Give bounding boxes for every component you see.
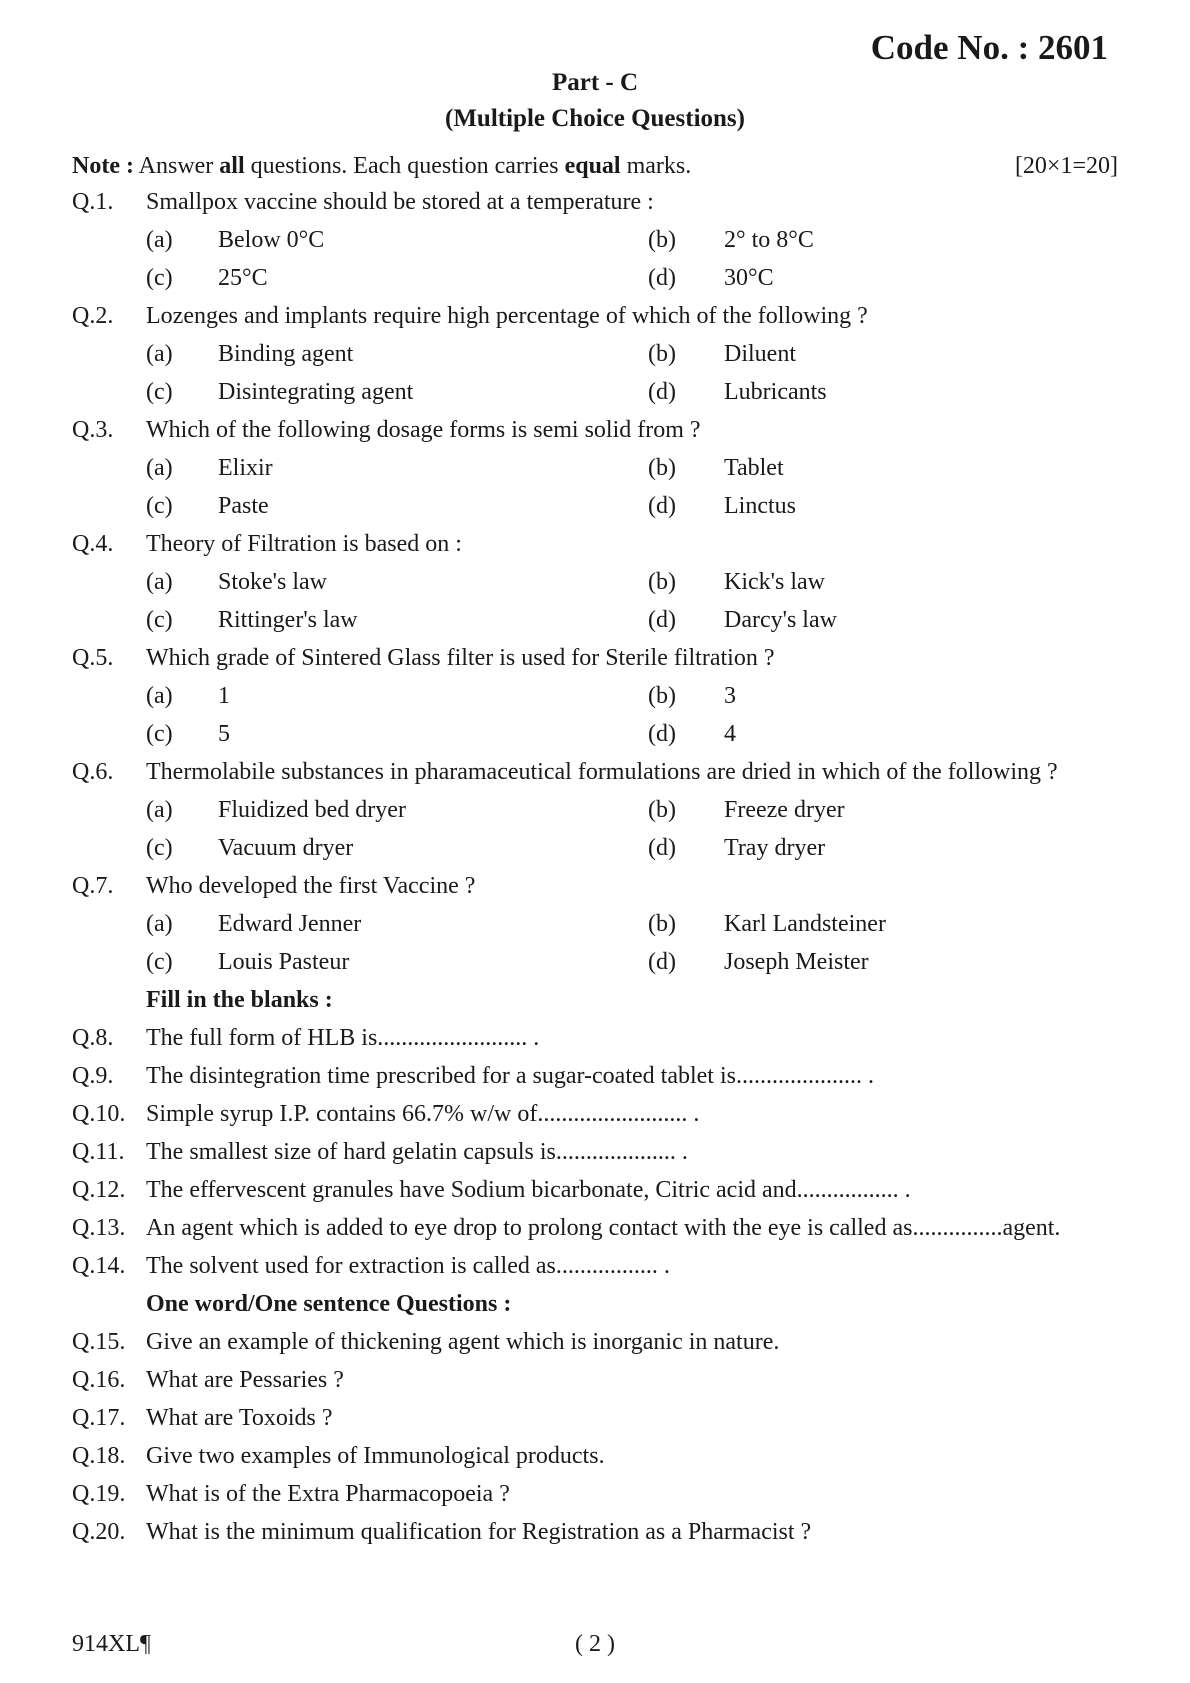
- question-number: Q.3.: [72, 417, 114, 443]
- option-letter: (d): [648, 949, 676, 975]
- option-text: Lubricants: [724, 379, 827, 405]
- option-letter: (b): [648, 683, 676, 709]
- option-text: Edward Jenner: [218, 911, 362, 937]
- option-text: Paste: [218, 493, 269, 519]
- option-text: Linctus: [724, 493, 796, 519]
- note-line: [72, 150, 691, 182]
- note-text: marks.: [620, 153, 692, 179]
- question-number: Q.15.: [72, 1329, 126, 1355]
- option-letter: (a): [146, 683, 173, 709]
- option-letter: (c): [146, 721, 173, 747]
- question-text: The full form of HLB is......................... .: [146, 1025, 540, 1051]
- note-text: Answer: [133, 153, 220, 179]
- question-text: The effervescent granules have Sodium bicarbonate, Citric acid and................. .: [146, 1177, 911, 1203]
- option-letter: (c): [146, 949, 173, 975]
- option-text: Binding agent: [218, 341, 354, 367]
- option-text: Darcy's law: [724, 607, 837, 633]
- question-text: The disintegration time prescribed for a sugar-coated tablet is..................... .: [146, 1063, 874, 1089]
- option-letter: (d): [648, 607, 676, 633]
- option-text: 25°C: [218, 265, 268, 291]
- question-text: Theory of Filtration is based on :: [146, 531, 462, 557]
- note-bold: equal: [564, 153, 621, 179]
- note-bold: all: [219, 153, 245, 179]
- one-word-heading: One word/One sentence Questions :: [146, 1291, 512, 1317]
- question-number: Q.7.: [72, 873, 114, 899]
- option-text: Rittinger's law: [218, 607, 358, 633]
- option-text: Tray dryer: [724, 835, 826, 861]
- option-letter: (a): [146, 227, 173, 253]
- option-letter: (b): [648, 227, 676, 253]
- option-text: Below 0°C: [218, 227, 325, 253]
- question-text: An agent which is added to eye drop to prolong contact with the eye is called as...............agent.: [146, 1215, 1061, 1241]
- option-letter: (a): [146, 455, 173, 481]
- question-text: Lozenges and implants require high percentage of which of the following ?: [146, 303, 868, 329]
- option-letter: (b): [648, 455, 676, 481]
- option-text: 30°C: [724, 265, 774, 291]
- option-letter: (b): [648, 797, 676, 823]
- option-letter: (a): [146, 341, 173, 367]
- question-number: Q.11.: [72, 1139, 125, 1165]
- question-number: Q.16.: [72, 1367, 126, 1393]
- question-text: What are Toxoids ?: [146, 1405, 333, 1431]
- question-number: Q.6.: [72, 759, 114, 785]
- option-letter: (b): [648, 569, 676, 595]
- question-number: Q.10.: [72, 1101, 126, 1127]
- footer-code: 914XL¶: [72, 1631, 151, 1657]
- question-text: Give two examples of Immunological products.: [146, 1443, 605, 1469]
- question-number: Q.8.: [72, 1025, 114, 1051]
- option-text: 3: [724, 683, 736, 709]
- option-text: Diluent: [724, 341, 796, 367]
- question-number: Q.4.: [72, 531, 114, 557]
- question-number: Q.13.: [72, 1215, 126, 1241]
- option-letter: (d): [648, 265, 676, 291]
- option-letter: (d): [648, 493, 676, 519]
- option-text: Joseph Meister: [724, 949, 869, 975]
- page-number: ( 2 ): [575, 1631, 615, 1657]
- option-letter: (c): [146, 265, 173, 291]
- option-text: 5: [218, 721, 230, 747]
- option-letter: (a): [146, 569, 173, 595]
- question-text: Give an example of thickening agent which is inorganic in nature.: [146, 1329, 780, 1355]
- question-number: Q.19.: [72, 1481, 126, 1507]
- question-text: The smallest size of hard gelatin capsuls is.................... .: [146, 1139, 688, 1165]
- question-text: Which grade of Sintered Glass filter is used for Sterile filtration ?: [146, 645, 775, 671]
- option-letter: (a): [146, 797, 173, 823]
- question-number: Q.14.: [72, 1253, 126, 1279]
- option-text: Fluidized bed dryer: [218, 797, 406, 823]
- option-text: Louis Pasteur: [218, 949, 350, 975]
- question-number: Q.12.: [72, 1177, 126, 1203]
- option-letter: (d): [648, 721, 676, 747]
- note-label: Note :: [72, 153, 134, 179]
- fill-blanks-heading: Fill in the blanks :: [146, 987, 333, 1013]
- question-text: Smallpox vaccine should be stored at a temperature :: [146, 189, 654, 215]
- question-number: Q.1.: [72, 189, 114, 215]
- question-number: Q.18.: [72, 1443, 126, 1469]
- option-text: 2° to 8°C: [724, 227, 814, 253]
- question-number: Q.9.: [72, 1063, 114, 1089]
- question-number: Q.20.: [72, 1519, 126, 1545]
- option-letter: (a): [146, 911, 173, 937]
- option-text: Tablet: [724, 455, 784, 481]
- option-letter: (b): [648, 911, 676, 937]
- question-text: Thermolabile substances in pharamaceutical formulations are dried in which of the following ?: [146, 759, 1058, 785]
- question-text: What is of the Extra Pharmacopoeia ?: [146, 1481, 510, 1507]
- question-text: Who developed the first Vaccine ?: [146, 873, 476, 899]
- option-text: Karl Landsteiner: [724, 911, 886, 937]
- option-text: Disintegrating agent: [218, 379, 414, 405]
- option-text: Stoke's law: [218, 569, 327, 595]
- option-text: 1: [218, 683, 230, 709]
- option-letter: (d): [648, 835, 676, 861]
- option-text: Freeze dryer: [724, 797, 845, 823]
- option-letter: (c): [146, 607, 173, 633]
- option-letter: (c): [146, 835, 173, 861]
- option-text: Vacuum dryer: [218, 835, 354, 861]
- question-number: Q.17.: [72, 1405, 126, 1431]
- question-number: Q.5.: [72, 645, 114, 671]
- question-text: What is the minimum qualification for Registration as a Pharmacist ?: [146, 1519, 812, 1545]
- option-letter: (b): [648, 341, 676, 367]
- question-text: The solvent used for extraction is called as................. .: [146, 1253, 670, 1279]
- question-text: What are Pessaries ?: [146, 1367, 344, 1393]
- option-text: Kick's law: [724, 569, 825, 595]
- section-subtitle: (Multiple Choice Questions): [445, 105, 745, 132]
- question-text: Which of the following dosage forms is semi solid from ?: [146, 417, 701, 443]
- option-text: Elixir: [218, 455, 273, 481]
- code-number: Code No. : 2601: [870, 28, 1108, 67]
- option-letter: (c): [146, 493, 173, 519]
- question-number: Q.2.: [72, 303, 114, 329]
- question-text: Simple syrup I.P. contains 66.7% w/w of......................... .: [146, 1101, 700, 1127]
- part-heading: Part - C: [551, 69, 639, 96]
- option-text: 4: [724, 721, 736, 747]
- option-letter: (d): [648, 379, 676, 405]
- option-letter: (c): [146, 379, 173, 405]
- note-text: questions. Each question carries: [244, 153, 565, 179]
- marks-allocation: [20×1=20]: [1014, 153, 1118, 179]
